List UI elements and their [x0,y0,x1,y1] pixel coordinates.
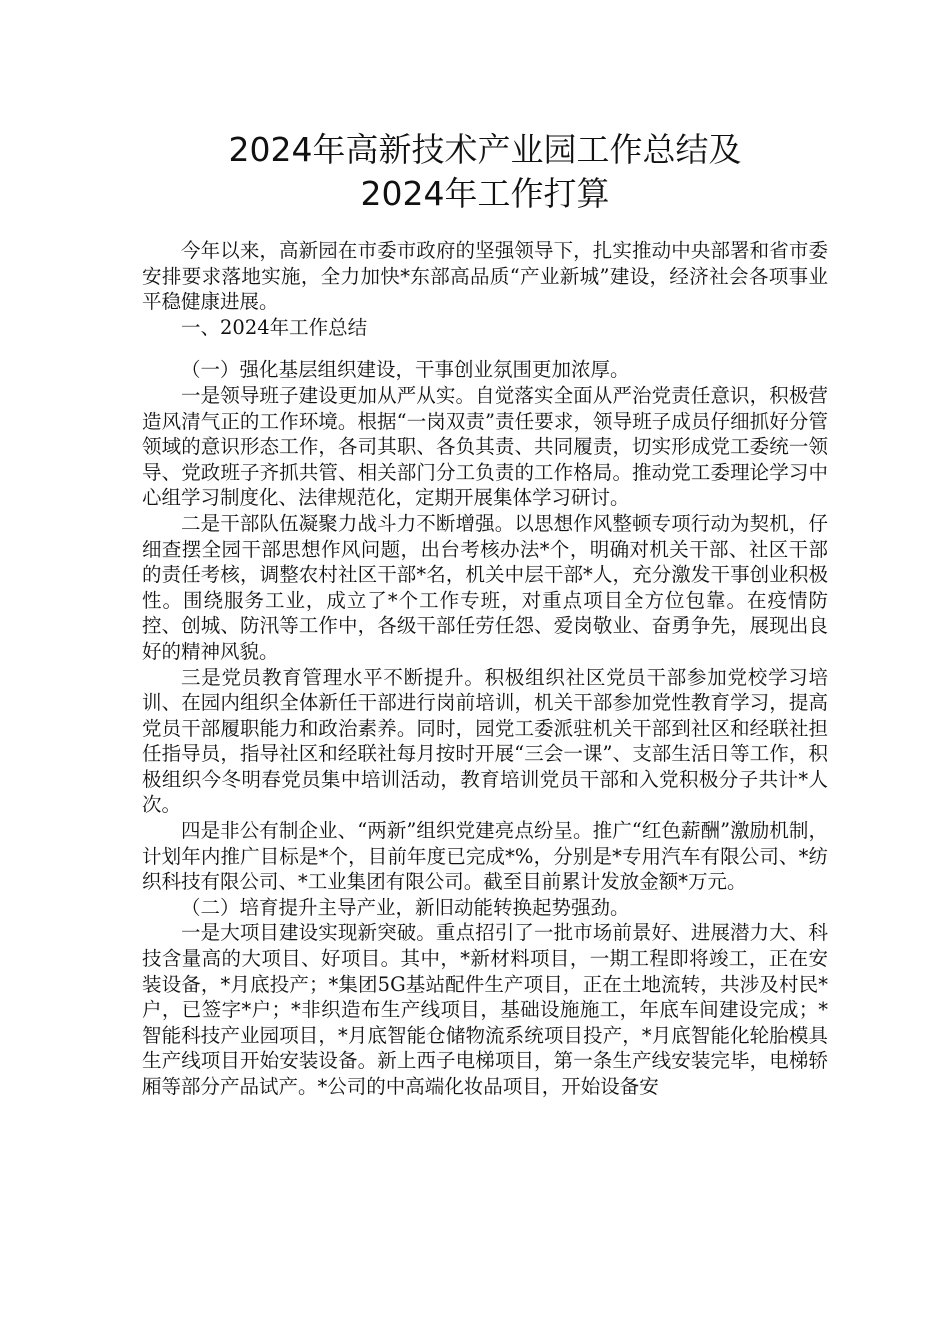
body-paragraph: 一是大项目建设实现新突破。重点招引了一批市场前景好、进展潜力大、科技含量高的大项目、好项目。其中，*新材料项目，一期工程即将竣工，正在安装设备，*月底投产；*集团5G基站配件生产项目，正在土地流转，共涉及村民*户，已签字*户；*非织造布生产线项目，基础设施施工，年底车间建设完成；*智能科技产业园项目，*月底智能仓储物流系统项目投产，*月底智能化轮胎模具生产线项目开始安装设备。新上西子电梯项目，第一条生产线安装完毕，电梯轿厢等部分产品试产。*公司的中高端化妆品项目，开始设备安 [142,921,828,1098]
title-line-2: 2024年工作打算 [360,174,610,213]
body-paragraph: 今年以来，高新园在市委市政府的坚强领导下，扎实推动中央部署和省市委安排要求落地实施，全力加快*东部高品质“产业新城”建设，经济社会各项事业平稳健康进展。 [142,239,828,314]
document-page [142,128,828,1100]
body-paragraph: 四是非公有制企业、“两新”组织党建亮点纷呈。推广“红色薪酬”激励机制，计划年内推广目标是*个，目前年度已完成*%，分别是*专用汽车有限公司、*纺织科技有限公司、*工业集团有限公司。截至目前累计发放金额*万元。 [142,819,828,894]
title-line-1: 2024年高新技术产业园工作总结及 [228,130,742,169]
body-paragraph: 三是党员教育管理水平不断提升。积极组织社区党员干部参加党校学习培训、在园内组织全体新任干部进行岗前培训，机关干部参加党性教育学习，提高党员干部履职能力和政治素养。同时，园党工委派驻机关干部到社区和经联社担任指导员，指导社区和经联社每月按时开展“三会一课”、支部生活日等工作，积极组织今冬明春党员集中培训活动，教育培训党员干部和入党积极分子共计*人次。 [142,665,828,817]
section-heading: （一）强化基层组织建设，干事创业氛围更加浓厚。 [181,358,630,382]
body-paragraph: 一、2024年工作总结 [181,315,368,339]
body-paragraph: （二）培育提升主导产业，新旧动能转换起势强劲。 [181,895,630,919]
document-body [142,238,828,1100]
body-paragraph: 一是领导班子建设更加从严从实。自觉落实全面从严治党责任意识，积极营造风清气正的工作环境。根据“一岗双责”责任要求，领导班子成员仔细抓好分管领域的意识形态工作，各司其职、各负其责、共同履责，切实形成党工委统一领导、党政班子齐抓共管、相关部门分工负责的工作格局。推动党工委理论学习中心组学习制度化、法律规范化，定期开展集体学习研讨。 [142,383,828,510]
body-paragraph: 二是干部队伍凝聚力战斗力不断增强。以思想作风整顿专项行动为契机，仔细查摆全园干部思想作风问题，出台考核办法*个，明确对机关干部、社区干部的责任考核，调整农村社区干部*名，机关中层干部*人，充分激发干事创业积极性。围绕服务工业，成立了*个工作专班，对重点项目全方位包靠。在疫情防控、创城、防汛等工作中，各级干部任劳任怨、爱岗敬业、奋勇争先，展现出良好的精神风貌。 [142,511,828,663]
document-title [142,128,828,216]
